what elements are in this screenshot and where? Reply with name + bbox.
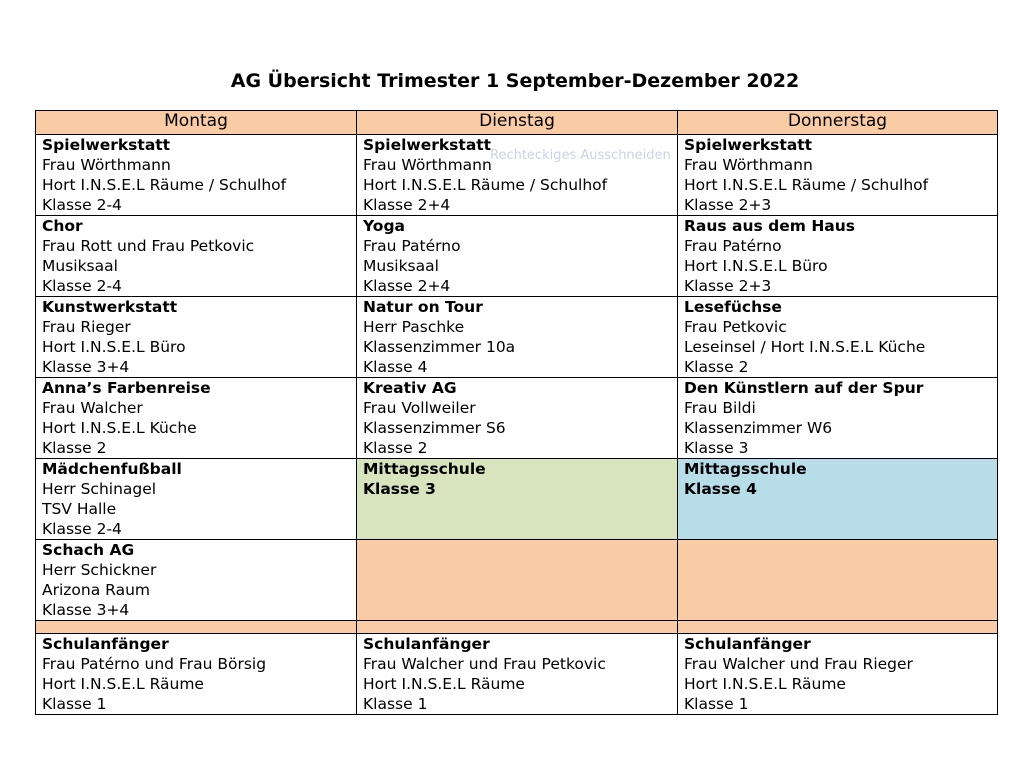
ag-leader: Frau Patérno und Frau Börsig — [42, 655, 267, 673]
ag-grade: Klasse 1 — [363, 695, 428, 713]
ag-leader: Frau Rieger — [42, 318, 131, 336]
ag-grade: Klasse 4 — [363, 358, 428, 376]
ag-cell — [357, 378, 678, 459]
ag-grade: Klasse 2+3 — [684, 277, 772, 295]
ag-location: Hort I.N.S.E.L Küche — [42, 419, 197, 437]
table-row — [36, 378, 998, 459]
ag-location: Hort I.N.S.E.L Büro — [42, 338, 186, 356]
ag-name: Kreativ AG — [363, 379, 457, 397]
table-row — [36, 459, 998, 540]
ag-cell — [36, 634, 357, 715]
ag-name: Spielwerkstatt — [363, 136, 492, 154]
table-row — [36, 540, 998, 621]
ag-grade: Klasse 1 — [42, 695, 107, 713]
mittagsschule-cell — [357, 459, 678, 540]
ag-leader: Frau Wörthmann — [42, 156, 171, 174]
separator-cell — [678, 621, 998, 634]
ag-name: Anna’s Farbenreise — [42, 379, 211, 397]
ag-grade: Klasse 2-4 — [42, 520, 122, 538]
ag-name: Chor — [42, 217, 83, 235]
ag-location: Hort I.N.S.E.L Räume — [42, 675, 204, 693]
ag-grade: Klasse 2-4 — [42, 196, 122, 214]
ag-name: Mittagsschule — [363, 460, 486, 478]
ag-location: Musiksaal — [363, 257, 439, 275]
ag-cell — [36, 378, 357, 459]
ag-leader: Frau Walcher — [42, 399, 143, 417]
separator-cell — [36, 621, 357, 634]
ag-grade: Klasse 3+4 — [42, 358, 130, 376]
ag-grade: Klasse 2+4 — [363, 277, 451, 295]
ag-location: Hort I.N.S.E.L Räume / Schulhof — [363, 176, 608, 194]
page-title: AG Übersicht Trimester 1 September-Dezember 2022 — [230, 70, 800, 92]
ag-grade: Klasse 2+4 — [363, 196, 451, 214]
column-header-tuesday: Dienstag — [357, 111, 678, 135]
ag-grade: Klasse 3+4 — [42, 601, 130, 619]
ag-cell — [357, 135, 678, 216]
ag-leader: Frau Bildi — [684, 399, 756, 417]
ag-location: Musiksaal — [42, 257, 118, 275]
column-header-thursday: Donnerstag — [678, 111, 998, 135]
ag-name: Spielwerkstatt — [42, 136, 171, 154]
ag-location: Klassenzimmer S6 — [363, 419, 506, 437]
ag-name: Schulanfänger — [684, 635, 811, 653]
ag-name: Raus aus dem Haus — [684, 217, 856, 235]
ag-leader: Frau Petkovic — [684, 318, 787, 336]
ag-grade: Klasse 2 — [42, 439, 107, 457]
ag-name: Kunstwerkstatt — [42, 298, 178, 316]
ag-location: TSV Halle — [42, 500, 117, 518]
ag-cell — [36, 540, 357, 621]
ag-cell — [678, 297, 998, 378]
ag-leader: Frau Wörthmann — [684, 156, 813, 174]
snip-overlay-label: Rechteckiges Ausschneiden — [490, 148, 671, 163]
table-row — [36, 216, 998, 297]
ag-name: Natur on Tour — [363, 298, 483, 316]
ag-name: Lesefüchse — [684, 298, 782, 316]
ag-name: Den Künstlern auf der Spur — [684, 379, 924, 397]
header-row — [36, 111, 998, 135]
ag-cell — [36, 297, 357, 378]
ag-cell — [678, 135, 998, 216]
ag-cell — [36, 459, 357, 540]
ag-location: Hort I.N.S.E.L Räume / Schulhof — [42, 176, 287, 194]
ag-grade: Klasse 4 — [684, 480, 757, 498]
table-row — [36, 297, 998, 378]
empty-cell — [678, 540, 998, 621]
ag-leader: Frau Vollweiler — [363, 399, 476, 417]
ag-location: Hort I.N.S.E.L Räume — [684, 675, 846, 693]
ag-cell — [357, 634, 678, 715]
ag-name: Mädchenfußball — [42, 460, 182, 478]
ag-cell — [678, 216, 998, 297]
ag-location: Hort I.N.S.E.L Räume — [363, 675, 525, 693]
ag-location: Arizona Raum — [42, 581, 151, 599]
ag-name: Schulanfänger — [363, 635, 490, 653]
ag-leader: Frau Walcher und Frau Petkovic — [363, 655, 606, 673]
ag-leader: Herr Paschke — [363, 318, 465, 336]
mittagsschule-cell — [678, 459, 998, 540]
ag-location: Klassenzimmer W6 — [684, 419, 833, 437]
ag-leader: Herr Schickner — [42, 561, 157, 579]
ag-grade: Klasse 3 — [363, 480, 436, 498]
ag-leader: Frau Wörthmann — [363, 156, 492, 174]
ag-cell — [678, 634, 998, 715]
column-header-monday: Montag — [36, 111, 357, 135]
ag-leader: Herr Schinagel — [42, 480, 157, 498]
ag-cell — [678, 378, 998, 459]
ag-location: Hort I.N.S.E.L Büro — [684, 257, 828, 275]
table-row — [36, 634, 998, 715]
ag-cell — [357, 297, 678, 378]
separator-row — [36, 621, 998, 634]
ag-location: Klassenzimmer 10a — [363, 338, 516, 356]
separator-cell — [357, 621, 678, 634]
ag-grade: Klasse 2 — [684, 358, 749, 376]
ag-leader: Frau Walcher und Frau Rieger — [684, 655, 913, 673]
ag-name: Spielwerkstatt — [684, 136, 813, 154]
ag-cell — [36, 135, 357, 216]
ag-grade: Klasse 3 — [684, 439, 749, 457]
ag-location: Leseinsel / Hort I.N.S.E.L Küche — [684, 338, 926, 356]
empty-cell — [357, 540, 678, 621]
ag-name: Mittagsschule — [684, 460, 807, 478]
ag-name: Yoga — [363, 217, 406, 235]
table-row — [36, 135, 998, 216]
ag-grade: Klasse 2+3 — [684, 196, 772, 214]
ag-leader: Frau Patérno — [363, 237, 461, 255]
ag-leader: Frau Rott und Frau Petkovic — [42, 237, 255, 255]
ag-schedule-table — [35, 110, 998, 715]
ag-location: Hort I.N.S.E.L Räume / Schulhof — [684, 176, 929, 194]
ag-leader: Frau Patérno — [684, 237, 782, 255]
ag-grade: Klasse 1 — [684, 695, 749, 713]
ag-cell — [357, 216, 678, 297]
ag-cell — [36, 216, 357, 297]
ag-name: Schulanfänger — [42, 635, 169, 653]
ag-grade: Klasse 2-4 — [42, 277, 122, 295]
ag-grade: Klasse 2 — [363, 439, 428, 457]
ag-name: Schach AG — [42, 541, 135, 559]
